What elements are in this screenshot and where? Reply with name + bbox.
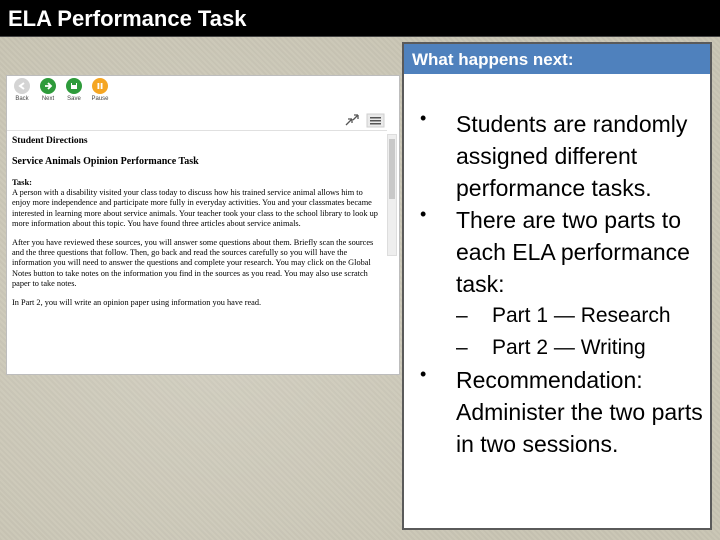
bullet-glyph: • xyxy=(420,364,427,384)
toolbar-divider xyxy=(7,130,387,131)
title-bar xyxy=(0,0,720,37)
expand-icon[interactable] xyxy=(346,115,358,125)
bullet-glyph: • xyxy=(420,108,427,128)
panel-header-title: What happens next: xyxy=(412,50,574,69)
task-paragraph-1: A person with a disability visited your class today to discuss how his trained service animal allows him to enjoy more independence and participate more fully in everyday activities. You and your classmates became interested in learning more about service animals. Your teacher took your class to the school library to look up more information about this topic. You have found three articles about service animals. xyxy=(12,188,378,229)
bullet-item xyxy=(404,364,710,460)
next-label: Next xyxy=(41,96,55,102)
pause-icon xyxy=(92,78,108,94)
pause-button[interactable] xyxy=(87,78,113,102)
next-arrow-icon xyxy=(40,78,56,94)
bullet-glyph: • xyxy=(420,204,427,224)
task-paragraph-2: After you have reviewed these sources, you will answer some questions about them. Briefly scan the sources and the three questions that follow. Then, go back and read the sources carefully so you will have the information you will need to answer the questions and complete your research. You may click on the Global Notes button to take notes on the information you find in the sources as you read. You may also use scratch paper to take notes. xyxy=(12,237,374,289)
sub-text-1: Part 1 — Research xyxy=(492,304,671,327)
sub-item xyxy=(404,300,710,332)
panel-tools xyxy=(343,112,385,128)
task-title: Service Animals Opinion Performance Task xyxy=(12,156,199,167)
next-steps-panel xyxy=(402,42,712,530)
back-button[interactable] xyxy=(9,78,35,102)
back-arrow-icon xyxy=(14,78,30,94)
bullet-text-2: There are two parts to each ELA performance task: xyxy=(456,207,690,297)
scrollbar-thumb[interactable] xyxy=(389,139,395,199)
save-icon xyxy=(66,78,82,94)
directions-heading: Student Directions xyxy=(12,136,88,146)
bullet-text-1: Students are randomly assigned different performance tasks. xyxy=(456,111,688,201)
bullet-item xyxy=(404,204,710,300)
scrollbar[interactable] xyxy=(387,134,397,256)
task-paragraph-3: In Part 2, you will write an opinion paper using information you have read. xyxy=(12,297,262,307)
back-label: Back xyxy=(15,96,29,102)
save-button[interactable] xyxy=(61,78,87,102)
dash-glyph: – xyxy=(456,304,468,327)
sub-text-2: Part 2 — Writing xyxy=(492,336,646,359)
slide-title: ELA Performance Task xyxy=(8,6,247,31)
menu-icon[interactable] xyxy=(367,114,384,127)
next-button[interactable] xyxy=(35,78,61,102)
save-label: Save xyxy=(67,96,81,102)
dash-glyph: – xyxy=(456,336,468,359)
panel-header xyxy=(404,44,710,74)
test-interface-screenshot xyxy=(6,75,400,375)
bullet-text-3: Recommendation: Administer the two parts in two sessions. xyxy=(456,367,703,457)
directions-document xyxy=(12,136,382,316)
pause-label: Pause xyxy=(91,96,109,102)
task-label: Task: xyxy=(12,177,33,187)
bullet-item xyxy=(404,108,710,204)
test-toolbar xyxy=(7,76,399,106)
sub-item xyxy=(404,332,710,364)
bullet-list xyxy=(404,108,710,460)
